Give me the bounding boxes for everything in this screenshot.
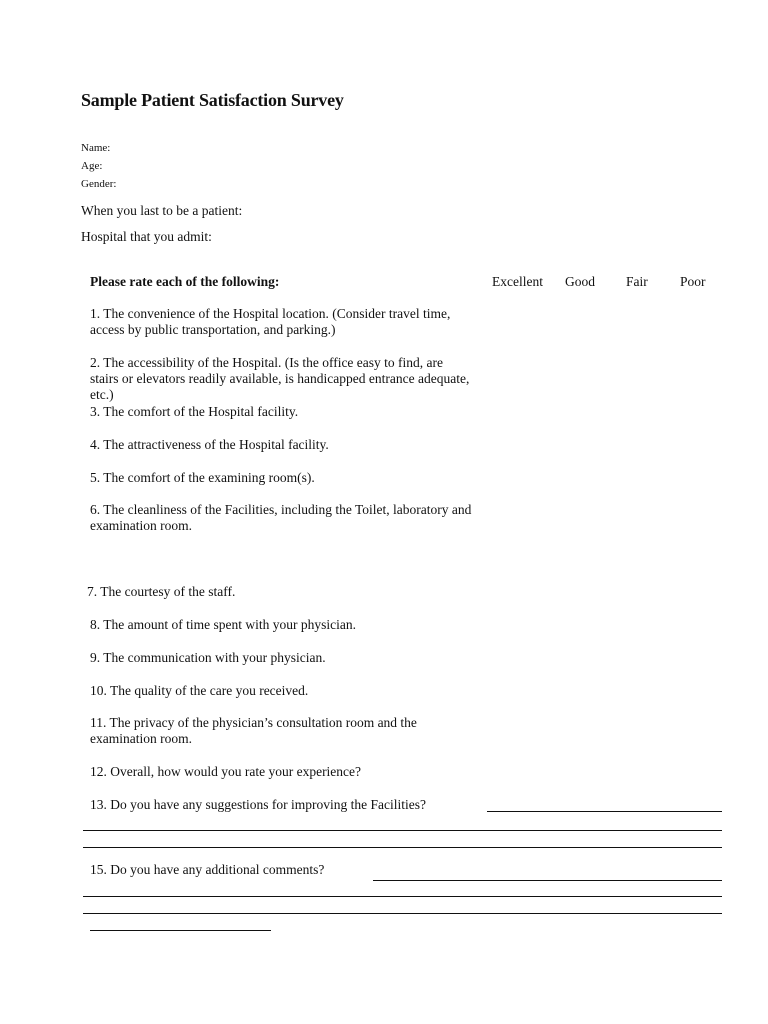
comments-answer-line-2[interactable] (83, 896, 722, 897)
question-6: 6. The cleanliness of the Facilities, including the Toilet, laboratory and examination room. (90, 502, 472, 533)
age-label: Age: (81, 160, 103, 172)
gender-label: Gender: (81, 178, 117, 190)
question-8: 8. The amount of time spent with your physician. (90, 617, 356, 632)
rating-header: Please rate each of the following: (90, 274, 280, 289)
comments-answer-line-1[interactable] (373, 880, 722, 881)
column-fair: Fair (626, 274, 648, 289)
question-5: 5. The comfort of the examining room(s). (90, 470, 315, 485)
question-9: 9. The communication with your physician. (90, 650, 326, 665)
column-excellent: Excellent (492, 274, 543, 289)
comments-answer-line-4[interactable] (90, 930, 271, 931)
question-15: 15. Do you have any additional comments? (90, 862, 325, 877)
page-title: Sample Patient Satisfaction Survey (81, 90, 344, 110)
name-label: Name: (81, 142, 111, 154)
question-12: 12. Overall, how would you rate your experience? (90, 764, 362, 779)
question-1: 1. The convenience of the Hospital location. (Consider travel time, access by public transportation, and parking.) (90, 306, 451, 337)
comments-answer-line-3[interactable] (83, 913, 722, 914)
question-13: 13. Do you have any suggestions for improving the Facilities? (90, 797, 426, 812)
question-2: 2. The accessibility of the Hospital. (Is the office easy to find, are stairs or elevators readily available, is handicapped entrance adequate, etc.) (90, 355, 470, 402)
column-poor: Poor (680, 274, 706, 289)
suggestions-answer-line-2[interactable] (83, 830, 722, 831)
hospital-label: Hospital that you admit: (81, 229, 212, 244)
question-7: 7. The courtesy of the staff. (87, 584, 236, 599)
suggestions-answer-line-3[interactable] (83, 847, 722, 848)
last-patient-label: When you last to be a patient: (81, 203, 243, 218)
question-10: 10. The quality of the care you received. (90, 683, 309, 698)
suggestions-answer-line-1[interactable] (487, 811, 722, 812)
question-11: 11. The privacy of the physician’s consultation room and the examination room. (90, 715, 417, 746)
column-good: Good (565, 274, 595, 289)
question-4: 4. The attractiveness of the Hospital facility. (90, 437, 329, 452)
question-3: 3. The comfort of the Hospital facility. (90, 404, 299, 419)
